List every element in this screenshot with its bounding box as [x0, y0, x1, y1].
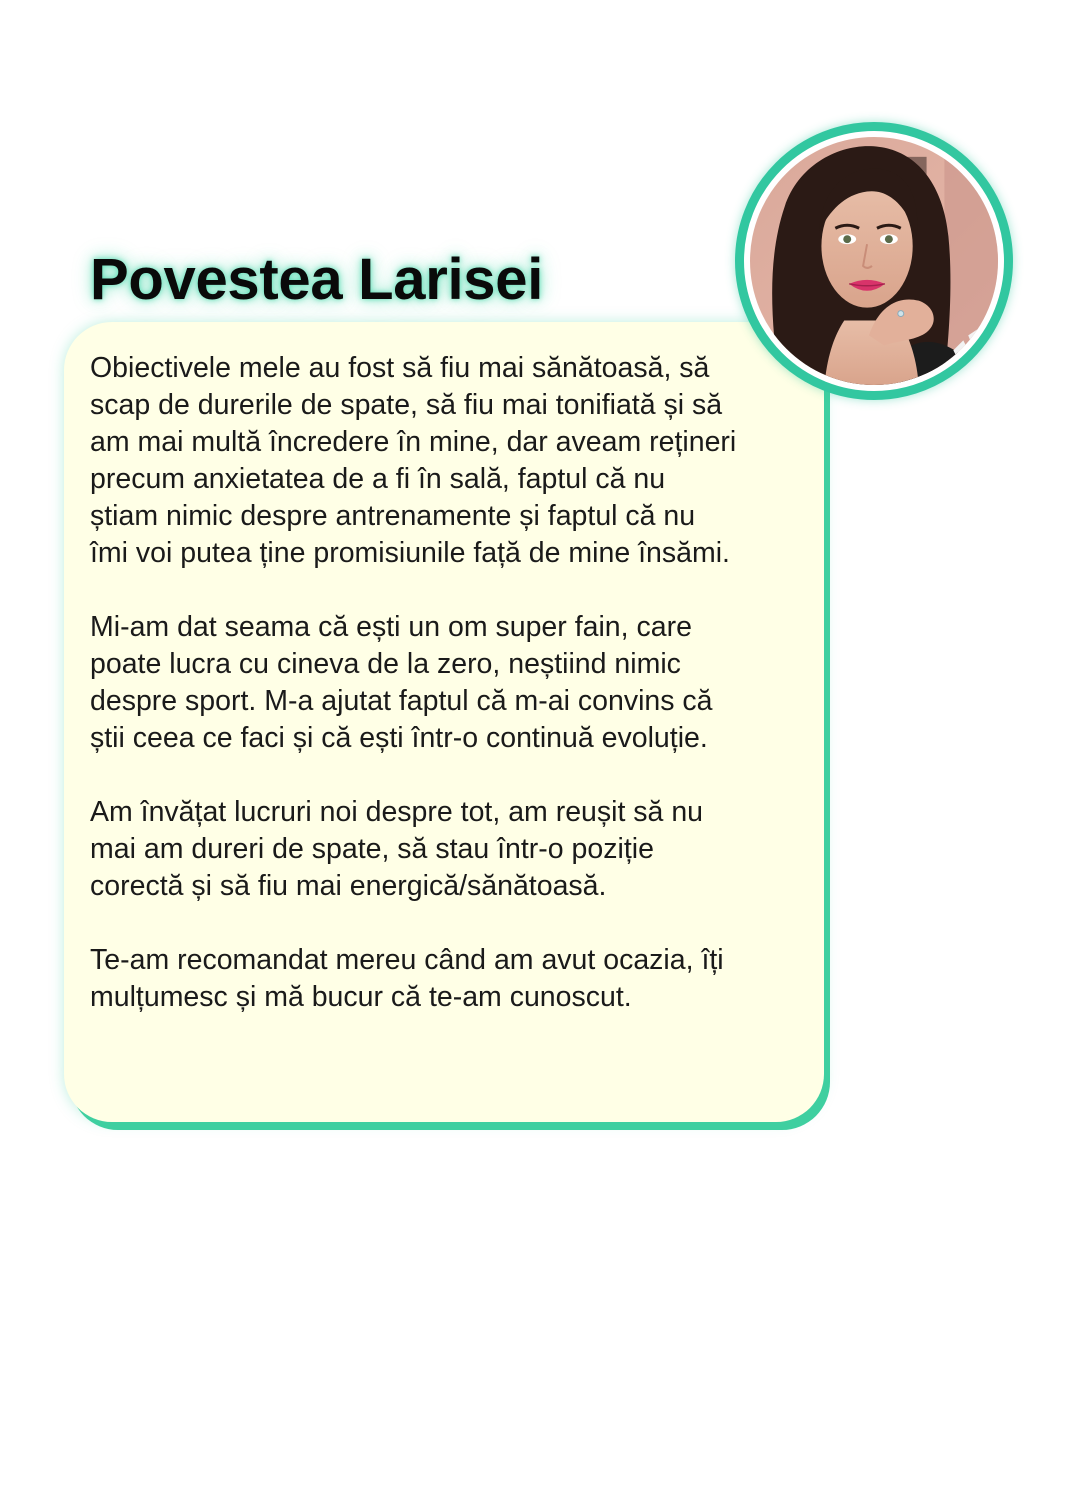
story-paragraph-3: Am învățat lucruri noi despre tot, am reușit să nu mai am dureri de spate, să stau într-o poziție corectă și să fiu mai energică/sănătoasă.	[90, 796, 704, 902]
testimonial-card	[64, 322, 824, 1122]
page-title: Povestea Larisei	[90, 247, 544, 312]
avatar	[750, 137, 998, 385]
story-paragraph-4: Te-am recomandat mereu când am avut ocazia, îți mulțumesc și mă bucur că te-am cunoscut.	[90, 944, 724, 1013]
story-paragraph-2: Mi-am dat seama că ești un om super fain, care poate lucra cu cineva de la zero, neștiind nimic despre sport. M-a ajutat faptul că m-ai convins că știi ceea ce faci și că ești într-o continuă evoluție.	[90, 611, 713, 754]
portrait-photo	[750, 137, 998, 385]
avatar-frame	[735, 122, 1013, 400]
story-paragraph-1: Obiectivele mele au fost să fiu mai sănătoasă, să scap de durerile de spate, să fiu mai tonifiată și să am mai multă încredere în mine, dar aveam rețineri precum anxietatea de a fi în sală, faptul că nu știam nimic despre antrenamente și faptul că nu îmi voi putea ține promisiunile față de mine însămi.	[90, 352, 737, 569]
